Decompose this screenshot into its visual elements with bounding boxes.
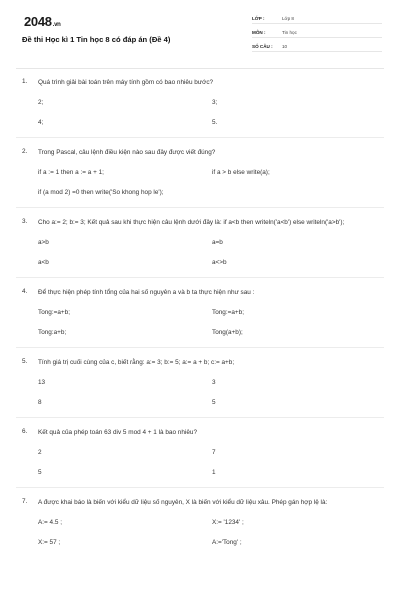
question-divider — [16, 277, 384, 278]
question-number: 3. — [22, 218, 28, 225]
question-divider — [16, 137, 384, 138]
meta-key: SỐ CÂU : — [252, 43, 273, 49]
page-header — [0, 0, 400, 62]
answer-option[interactable]: X:= 57 ; — [38, 539, 61, 546]
question-number: 1. — [22, 78, 28, 85]
answer-options — [0, 169, 400, 197]
answer-options — [0, 519, 400, 547]
question-text: Tính giá trị cuối cùng của c, biết rằng: a:= 3; b:= 5; a:= a + b; c:= a+b; — [38, 359, 235, 366]
meta-value: Tin học — [282, 29, 297, 35]
meta-value: Lớp 8 — [282, 15, 294, 21]
question-text: Trong Pascal, câu lệnh điều kiện nào sau đây được viết đúng? — [38, 149, 216, 156]
question-list — [0, 78, 400, 547]
answer-option[interactable]: Tong(a+b); — [212, 329, 243, 336]
meta-row-class — [252, 13, 382, 24]
question-divider — [16, 417, 384, 418]
question-2 — [0, 148, 400, 208]
answer-option[interactable]: 5 — [38, 469, 42, 476]
question-3 — [0, 218, 400, 278]
answer-options — [0, 449, 400, 477]
answer-option[interactable]: a<b — [38, 259, 49, 266]
answer-option[interactable]: if a > b else write(a); — [212, 169, 270, 176]
question-4 — [0, 288, 400, 348]
exam-meta — [252, 13, 382, 55]
answer-option[interactable]: a>b — [38, 239, 49, 246]
answer-option[interactable]: 2 — [38, 449, 42, 456]
answer-options — [0, 379, 400, 407]
answer-option[interactable]: 8 — [38, 399, 42, 406]
answer-options — [0, 309, 400, 337]
answer-option[interactable]: Tong:=a+b; — [38, 309, 70, 316]
question-number: 6. — [22, 428, 28, 435]
question-number: 7. — [22, 498, 28, 505]
answer-option[interactable]: if a := 1 then a := a + 1; — [38, 169, 104, 176]
answer-option[interactable]: 2; — [38, 99, 44, 106]
answer-options — [0, 239, 400, 267]
question-text: Để thực hiện phép tính tổng của hai số nguyên a và b ta thực hiện như sau : — [38, 289, 255, 296]
answer-option[interactable]: 13 — [38, 379, 46, 386]
question-divider — [16, 207, 384, 208]
answer-option[interactable]: A:='Tong' ; — [212, 539, 242, 546]
question-number: 4. — [22, 288, 28, 295]
answer-option[interactable]: Tong:a+b; — [38, 329, 67, 336]
meta-key: MÔN : — [252, 29, 266, 35]
answer-option[interactable]: 4; — [38, 119, 44, 126]
question-5 — [0, 358, 400, 418]
answer-option[interactable]: 7 — [212, 449, 216, 456]
question-text: A được khai báo là biến với kiểu dữ liệu số nguyên, X là biến với kiểu dữ liệu xâu. Phép gán hợp lệ là: — [38, 499, 328, 506]
answer-option[interactable]: 3; — [212, 99, 218, 106]
answer-option[interactable]: a=b — [212, 239, 223, 246]
question-number: 2. — [22, 148, 28, 155]
answer-options — [0, 99, 400, 127]
meta-value: 10 — [282, 43, 288, 49]
answer-option[interactable]: A:= 4.5 ; — [38, 519, 62, 526]
answer-option[interactable]: 1 — [212, 469, 216, 476]
answer-option[interactable]: if (a mod 2) =0 then write('So khong hop le'); — [38, 189, 164, 196]
answer-option[interactable]: X:= '1234' ; — [212, 519, 244, 526]
header-divider — [16, 68, 384, 69]
site-logo[interactable] — [24, 14, 61, 29]
question-6 — [0, 428, 400, 488]
question-divider — [16, 347, 384, 348]
answer-option[interactable]: Tong:=a+b; — [212, 309, 244, 316]
question-7 — [0, 498, 400, 547]
meta-key: LỚP : — [252, 15, 265, 21]
question-divider — [16, 487, 384, 488]
answer-option[interactable]: 5 — [212, 399, 216, 406]
question-text: Kết quả của phép toán 63 div 5 mod 4 + 1 là bao nhiêu? — [38, 429, 198, 436]
answer-option[interactable]: 3 — [212, 379, 216, 386]
question-1 — [0, 78, 400, 138]
meta-row-subject — [252, 27, 382, 38]
answer-option[interactable]: 5. — [212, 119, 218, 126]
question-text: Quá trình giải bài toán trên máy tính gồm có bao nhiêu bước? — [38, 79, 214, 86]
question-text: Cho a:= 2; b:= 3; Kết quả sau khi thực hiện câu lệnh dưới đây là: if a<b then writeln('a<b') else writeln('a>b'); — [38, 219, 345, 226]
logo-main: 2048 — [24, 14, 52, 29]
meta-row-count — [252, 41, 382, 52]
question-number: 5. — [22, 358, 28, 365]
logo-suffix: .vn — [52, 22, 61, 28]
exam-title: Đề thi Học kì 1 Tin học 8 có đáp án (Đề 4) — [22, 35, 171, 44]
answer-option[interactable]: a<>b — [212, 259, 227, 266]
